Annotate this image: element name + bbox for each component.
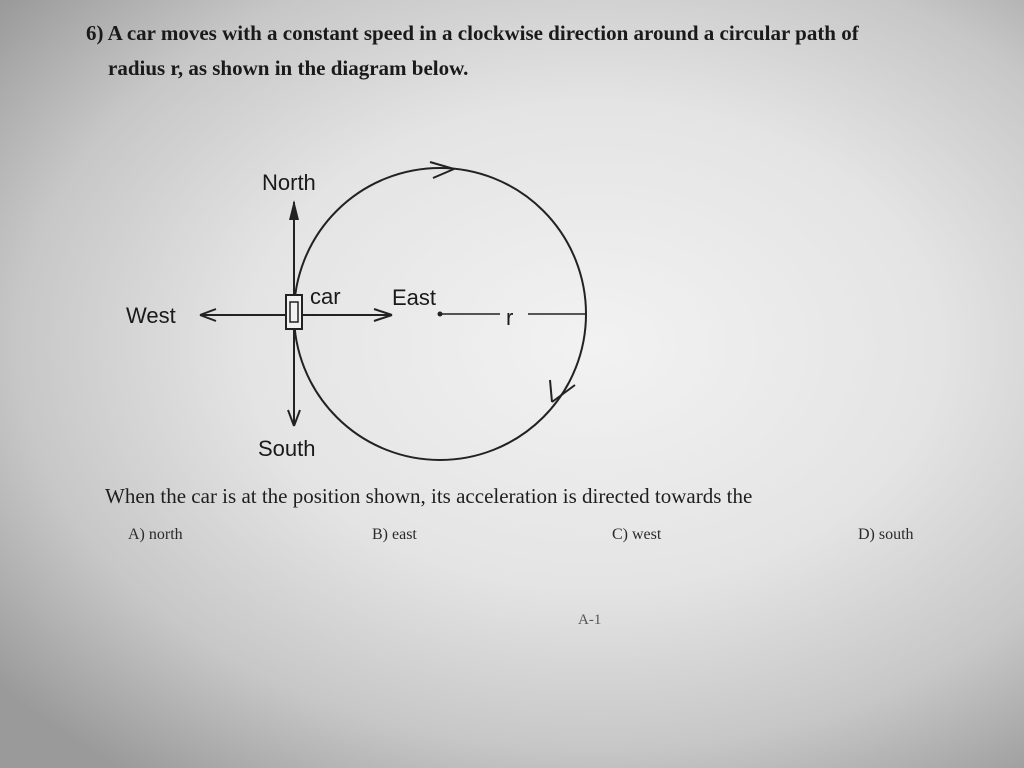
page-number: A-1: [578, 612, 602, 628]
choice-d[interactable]: D) south: [858, 526, 914, 543]
label-north: North: [262, 170, 316, 195]
question-line-1: 6) A car moves with a constant speed in a clockwise direction around a circular path of: [86, 21, 859, 45]
circular-path-diagram: [100, 140, 620, 480]
label-east: East: [392, 285, 437, 310]
clockwise-arrow-bottom: [550, 380, 575, 402]
choice-c[interactable]: C) west: [612, 526, 662, 543]
choice-a[interactable]: A) north: [128, 526, 183, 543]
center-dot: [438, 312, 443, 317]
label-south: South: [258, 436, 316, 461]
label-car: car: [310, 284, 341, 309]
car: [286, 295, 302, 329]
question-line-2: radius r, as shown in the diagram below.: [108, 56, 469, 80]
label-radius: r: [506, 305, 514, 330]
question-prompt: When the car is at the position shown, its acceleration is directed towards the: [105, 484, 753, 508]
label-west: West: [126, 303, 176, 328]
clockwise-arrow-top: [430, 162, 454, 178]
choice-b[interactable]: B) east: [372, 526, 417, 543]
